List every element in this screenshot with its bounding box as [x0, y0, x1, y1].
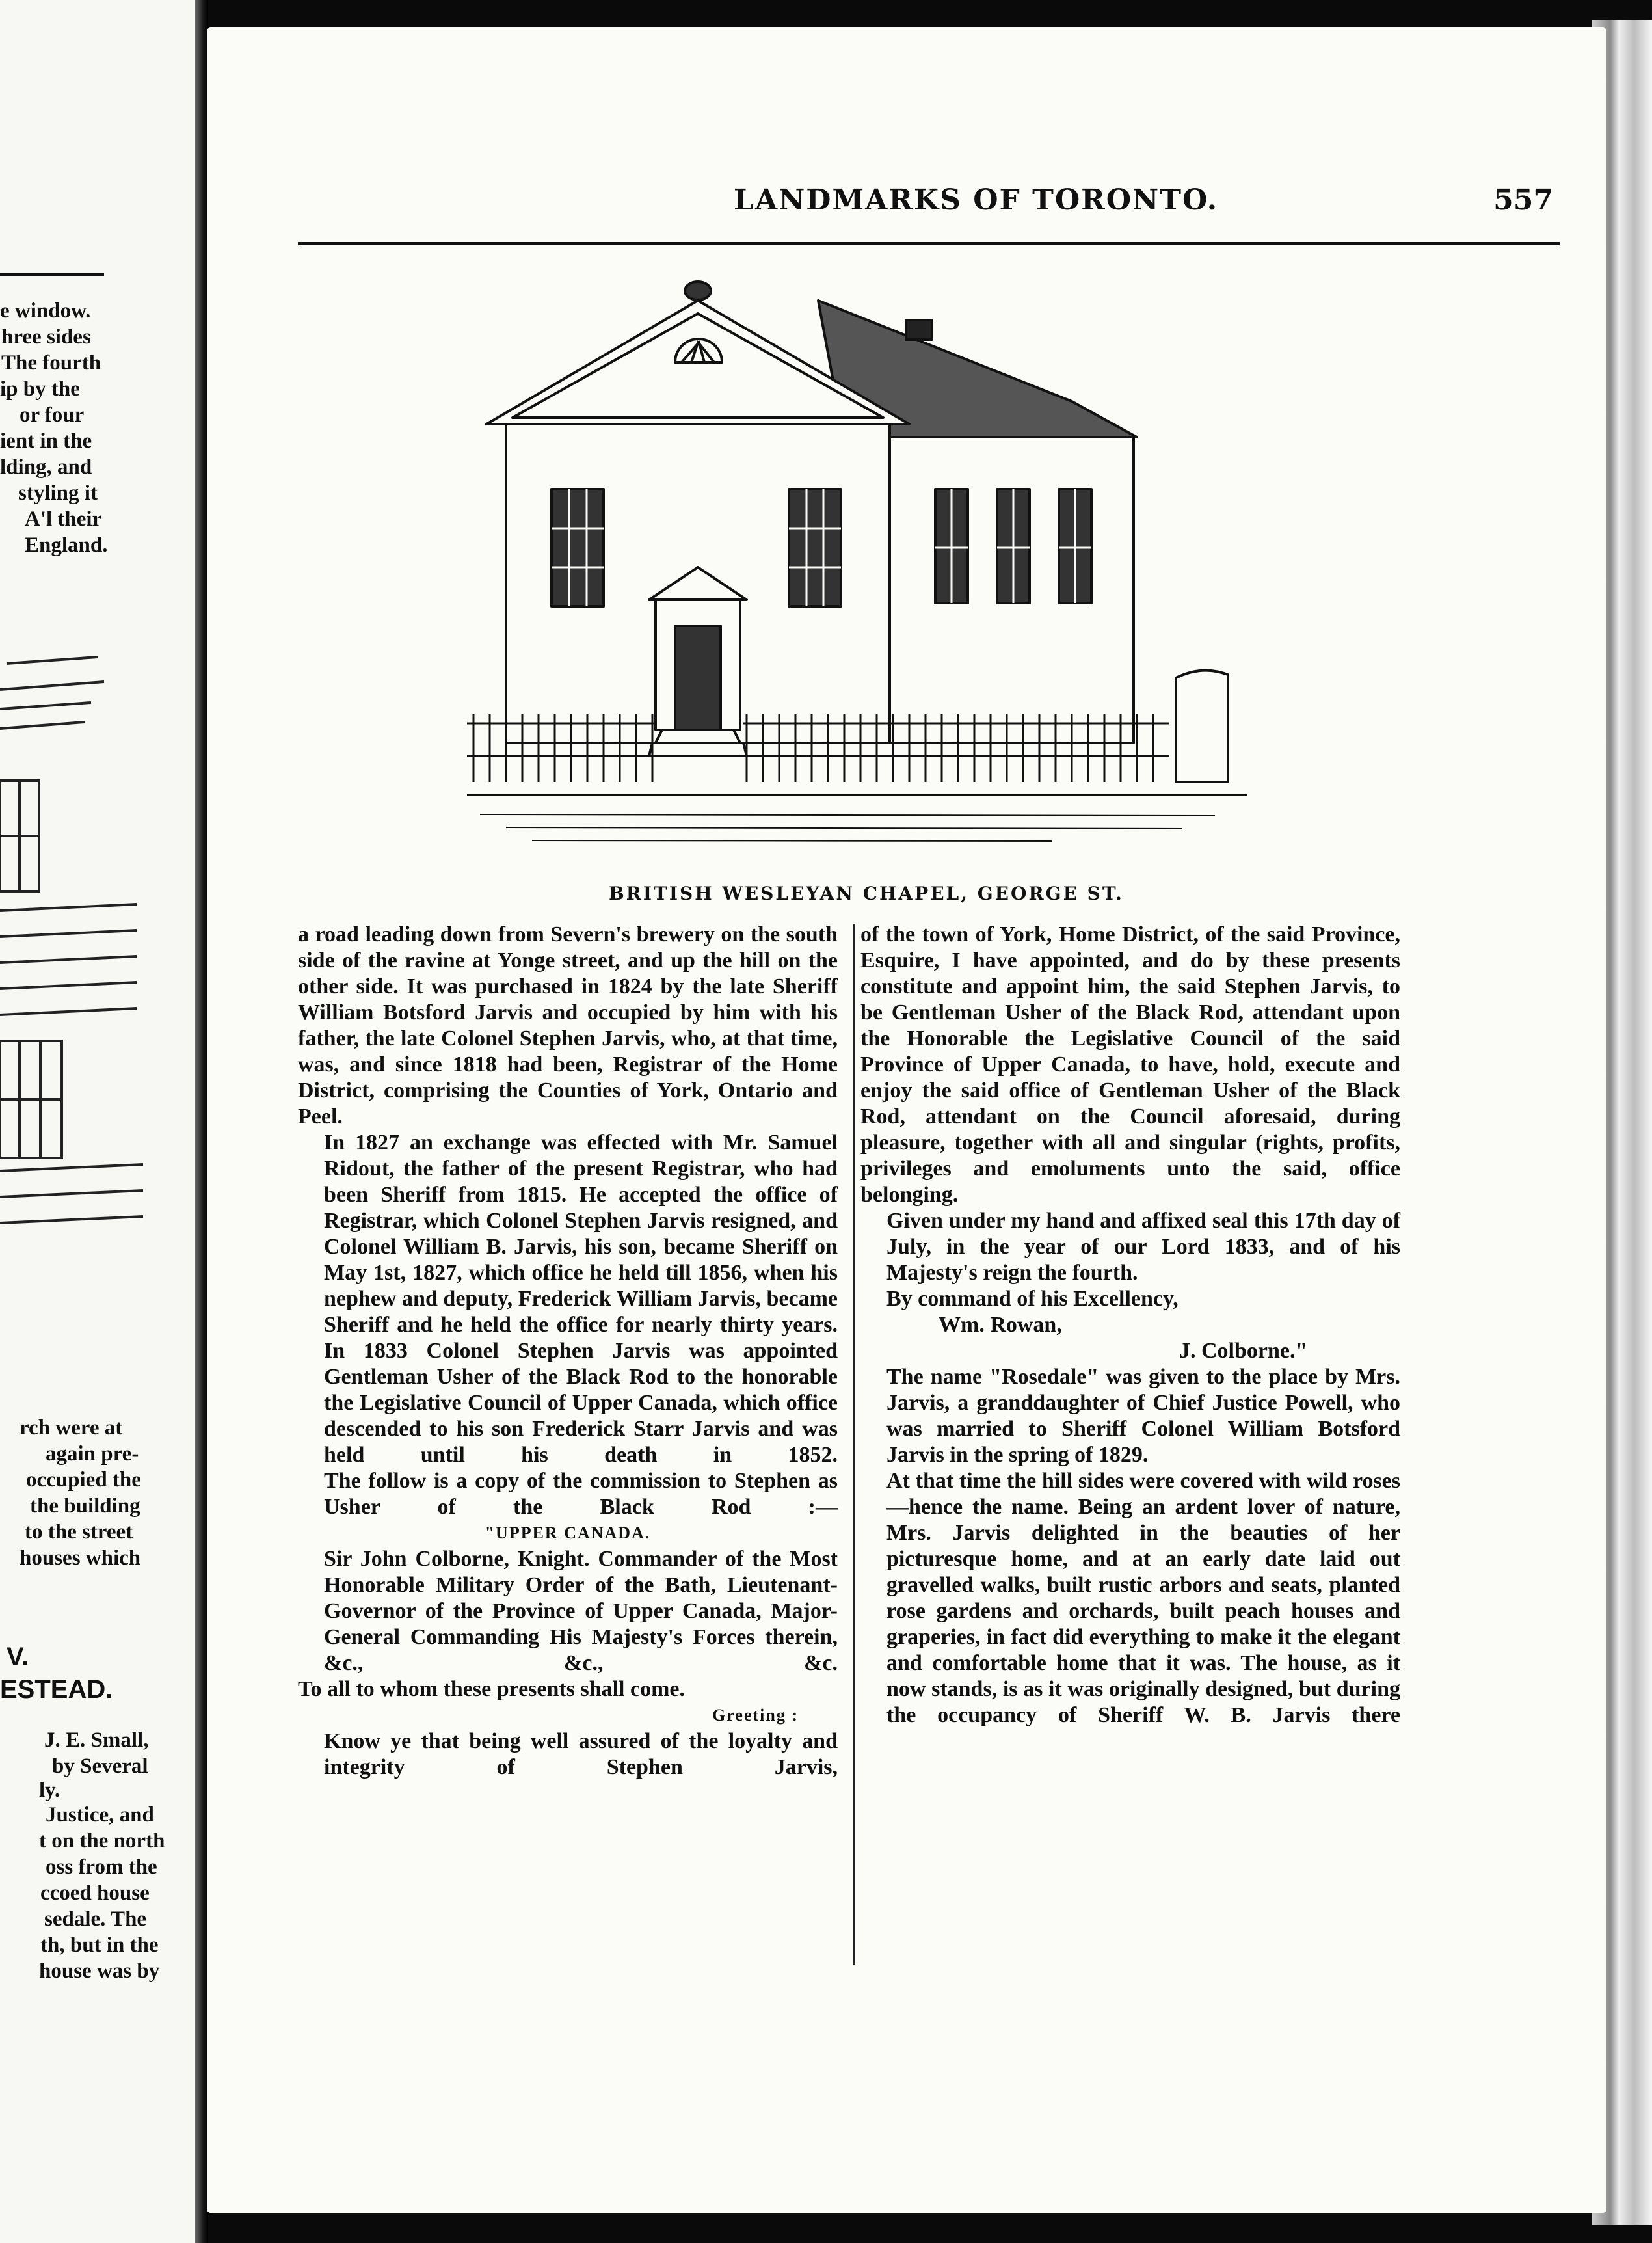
- left-page-line: house was by: [39, 1959, 160, 1983]
- signature-line: J. Colborne.": [1179, 1339, 1308, 1363]
- paragraph: To all to whom these presents shall come.: [298, 1677, 685, 1701]
- left-page-line: rch were at: [20, 1416, 123, 1440]
- paragraph: Sir John Colborne, Knight. Commander of the Most Honorable Military Order of the Bath, Lieutenant-Governor of the Province of Upper Canada, Major-General Commanding His Majesty's Forces therein, &c., &c., &c.: [324, 1547, 838, 1675]
- left-page-line: ient in the: [0, 429, 92, 453]
- figure-caption: BRITISH WESLEYAN CHAPEL, GEORGE ST.: [609, 883, 1124, 904]
- paragraph: The follow is a copy of the commission to Stephen as Usher of the Black Rod :—: [324, 1469, 838, 1519]
- partial-house-illustration: [0, 651, 150, 1236]
- left-page-line: sedale. The: [44, 1907, 147, 1931]
- previous-page-fragment: [0, 0, 195, 2243]
- paragraph: of the town of York, Home District, of the said Province, Esquire, I have appointed, and do by these presents constitute and appoint him, the said Stephen Jarvis, to be Gentleman Usher of the Black Rod, attendant upon the Honorable the Legislative Council of the said Province of Upper Canada, to have, hold, execute and enjoy the said office of Gentleman Usher of the Black Rod, attendant on the Council aforesaid, during pleasure, together with all and singular (rights, profits, privileges and emoluments unto the said, office belonging.: [860, 922, 1400, 1207]
- column-divider: [853, 924, 855, 1965]
- left-page-line: ly.: [39, 1779, 60, 1802]
- commission-heading: "UPPER CANADA.: [485, 1524, 651, 1542]
- left-page-line: lding, and: [0, 455, 92, 479]
- left-page-line: England.: [25, 533, 108, 557]
- book-page: [207, 27, 1606, 2213]
- left-page-line: hree sides: [1, 325, 91, 349]
- left-page-line: to the street: [25, 1520, 133, 1544]
- paragraph: Given under my hand and affixed seal this 17th day of July, in the year of our Lord 1833, and of his Majesty's reign the fourth.: [886, 1209, 1400, 1285]
- left-page-line: ccoed house: [40, 1881, 150, 1905]
- book-gutter: [195, 0, 208, 2243]
- left-page-line: oss from the: [46, 1855, 157, 1879]
- left-page-line: ip by the: [0, 377, 80, 401]
- signature-line: Wm. Rowan,: [939, 1313, 1062, 1337]
- left-page-line: e window.: [0, 299, 91, 323]
- paragraph: In 1827 an exchange was effected with Mr. Samuel Ridout, the father of the present Registrar, who had been Sheriff from 1815. He accepted the office of Registrar, which Colonel Stephen Jarvis resigned, and Colonel William B. Jarvis, his son, became Sheriff on May 1st, 1827, which office he held till 1856, when his nephew and deputy, Frederick William Jarvis, became Sheriff and he held the office for nearly thirty years. In 1833 Colonel Stephen Jarvis was appointed Gentleman Usher of the Black Rod to the honorable the Legislative Council of Upper Canada, which office descended to his son Frederick Starr Jarvis and was held until his death in 1852.: [324, 1131, 838, 1467]
- left-page-line: by Several: [52, 1754, 148, 1778]
- running-title: LANDMARKS OF TORONTO.: [734, 183, 1219, 217]
- left-page-line: styling it: [18, 481, 98, 505]
- text-column-right: [860, 922, 1400, 1728]
- paragraph: At that time the hill sides were covered with wild roses—hence the name. Being an ardent lover of nature, Mrs. Jarvis delighted in the beauties of her picturesque home, and at an early date laid out gravelled walks, built rustic arbors and seats, planted rose gardens and orchards, built peach houses and graperies, in fact did everything to make it the elegant and comfortable home that it was. The house, as it now stands, is as it was originally designed, but during the occupancy of Sheriff W. B. Jarvis there: [886, 1469, 1400, 1727]
- signature-line: By command of his Excellency,: [886, 1287, 1179, 1311]
- left-page-heading: V.: [7, 1643, 29, 1671]
- paragraph: The name "Rosedale" was given to the place by Mrs. Jarvis, a granddaughter of Chief Justice Powell, who was married to Sheriff Colonel William Botsford Jarvis in the spring of 1829.: [886, 1365, 1400, 1467]
- left-page-line: th, but in the: [40, 1933, 159, 1957]
- left-page-line: occupied the: [26, 1468, 141, 1492]
- paragraph: a road leading down from Severn's brewery on the south side of the ravine at Yonge street, and up the hill on the other side. It was purchased in 1824 by the late Sheriff William Botsford Jarvis and occupied by him with his father, the late Colonel Stephen Jarvis, who, at that time, was, and since 1818 had been, Registrar of the Home District, comprising the Counties of York, Ontario and Peel.: [298, 922, 838, 1129]
- section-rule: [0, 273, 104, 276]
- left-page-heading: ESTEAD.: [0, 1675, 113, 1704]
- header-rule: [298, 242, 1560, 245]
- left-page-line: A'l their: [25, 507, 102, 531]
- text-column-left: [298, 922, 838, 1780]
- paragraph: Know ye that being well assured of the loyalty and integrity of Stephen Jarvis,: [324, 1729, 838, 1779]
- greeting: Greeting :: [712, 1706, 799, 1725]
- left-page-line: the building: [30, 1494, 140, 1518]
- left-page-line: J. E. Small,: [44, 1728, 149, 1752]
- page-number: 557: [1493, 183, 1553, 217]
- chapel-engraving: [467, 275, 1469, 860]
- left-page-line: The fourth: [1, 351, 101, 375]
- left-page-line: houses which: [20, 1546, 141, 1570]
- left-page-line: or four: [20, 403, 85, 427]
- left-page-line: Justice, and: [46, 1803, 154, 1827]
- left-page-line: t on the north: [39, 1829, 165, 1853]
- left-page-line: again pre-: [46, 1442, 139, 1466]
- running-header: [298, 183, 1560, 242]
